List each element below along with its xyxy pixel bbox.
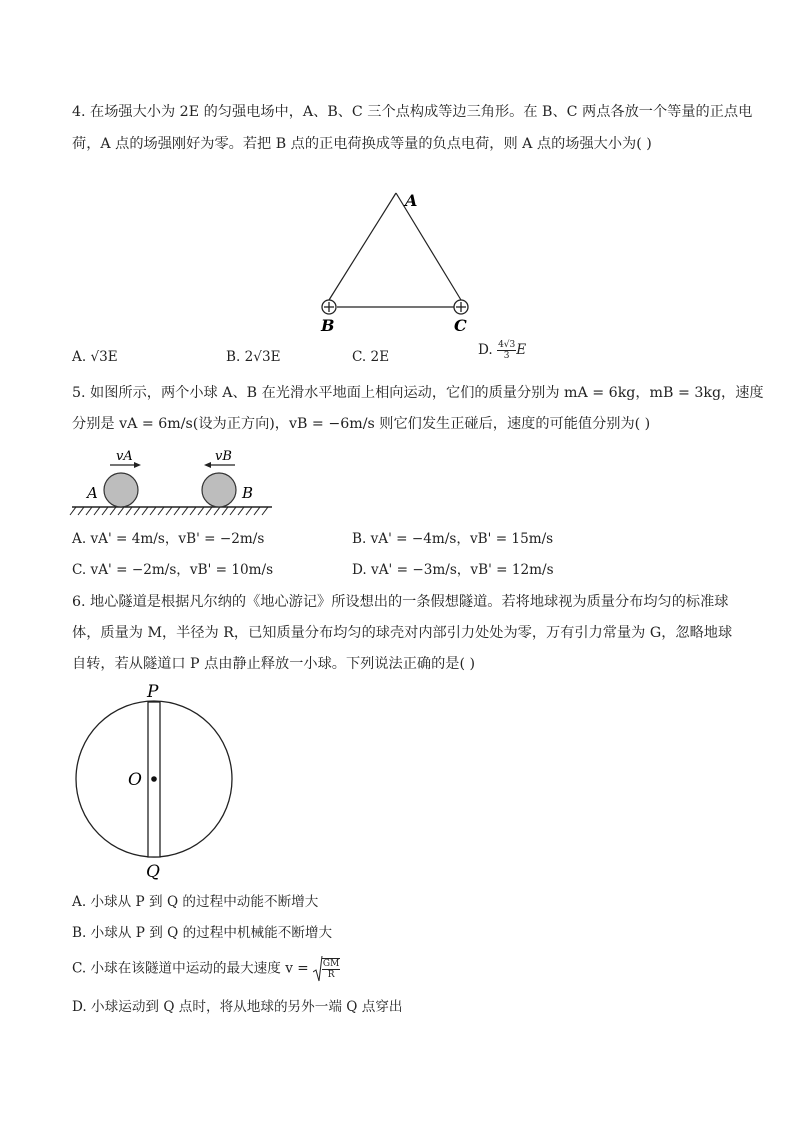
q4-option-a[interactable]: A. √3E (72, 349, 118, 365)
q4-option-c[interactable]: C. 2E (352, 349, 390, 365)
fraction-denominator: 3 (503, 351, 510, 361)
q6-option-b[interactable]: B. 小球从 P 到 Q 的过程中机械能不断增大 (72, 925, 333, 941)
label-vb: vB (215, 449, 232, 464)
q6-text-line-2: 体，质量为 M，半径为 R，已知质量分布均匀的球壳对内部引力处处为零，万有引力常量为 G，忽略地球 (72, 625, 733, 641)
label-c: C (454, 316, 467, 335)
sqrt-expression (313, 958, 340, 980)
q4-option-d-suffix: E (516, 342, 527, 358)
label-a: A (405, 191, 418, 210)
label-va: vA (116, 449, 133, 464)
q5-option-d[interactable]: D. vA' = −3m/s，vB' = 12m/s (352, 562, 554, 578)
label-b: B (321, 316, 335, 335)
fraction-numerator: GM (322, 959, 340, 969)
q4-text-line-1: 4. 在场强大小为 2E 的匀强电场中，A、B、C 三个点构成等边三角形。在 B、C 两点各放一个等量的正点电 (72, 104, 753, 120)
q6-text-line-3: 自转，若从隧道口 P 点由静止释放一小球。下列说法正确的是( ) (72, 656, 476, 672)
center-dot (151, 776, 157, 782)
q6-option-c-prefix: C. 小球在该隧道中运动的最大速度 v = (72, 960, 309, 977)
fraction-denominator: R (327, 970, 335, 980)
q4-option-d-prefix: D. (478, 342, 493, 358)
q5-option-a[interactable]: A. vA' = 4m/s，vB' = −2m/s (72, 531, 265, 547)
q5-text-line-1: 5. 如图所示，两个小球 A、B 在光滑水平地面上相向运动，它们的质量分别为 mA = 6kg，mB = 3kg，速度 (72, 385, 764, 401)
q4-option-b[interactable]: B. 2√3E (226, 349, 281, 365)
q6-option-d[interactable]: D. 小球运动到 Q 点时，将从地球的另外一端 Q 点穿出 (72, 999, 403, 1015)
q5-option-b[interactable]: B. vA' = −4m/s，vB' = 15m/s (352, 531, 554, 547)
q5-text-line-2: 分别是 vA = 6m/s(设为正方向)，vB = −6m/s 则它们发生正碰后，速度的可能值分别为( ) (72, 416, 651, 432)
label-q: Q (146, 862, 160, 882)
q4-text-line-2: 荷，A 点的场强刚好为零。若把 B 点的正电荷换成等量的负点电荷，则 A 点的场强大小为( ) (72, 136, 652, 152)
q6-option-a[interactable]: A. 小球从 P 到 Q 的过程中动能不断增大 (72, 894, 319, 910)
fraction-numerator: 4√3 (498, 340, 516, 350)
label-ball-a: A (87, 484, 98, 502)
q6-text-line-1: 6. 地心隧道是根据凡尔纳的《地心游记》所设想出的一条假想隧道。若将地球视为质量分布均匀的标准球 (72, 594, 729, 610)
q6-option-c[interactable] (72, 958, 340, 980)
sqrt-sign-icon (313, 956, 323, 984)
label-ball-b: B (242, 484, 254, 502)
label-p: P (147, 682, 159, 702)
label-o: O (128, 770, 142, 790)
q6-option-c-fraction (322, 959, 340, 980)
q5-option-c[interactable]: C. vA' = −2m/s，vB' = 10m/s (72, 562, 274, 578)
